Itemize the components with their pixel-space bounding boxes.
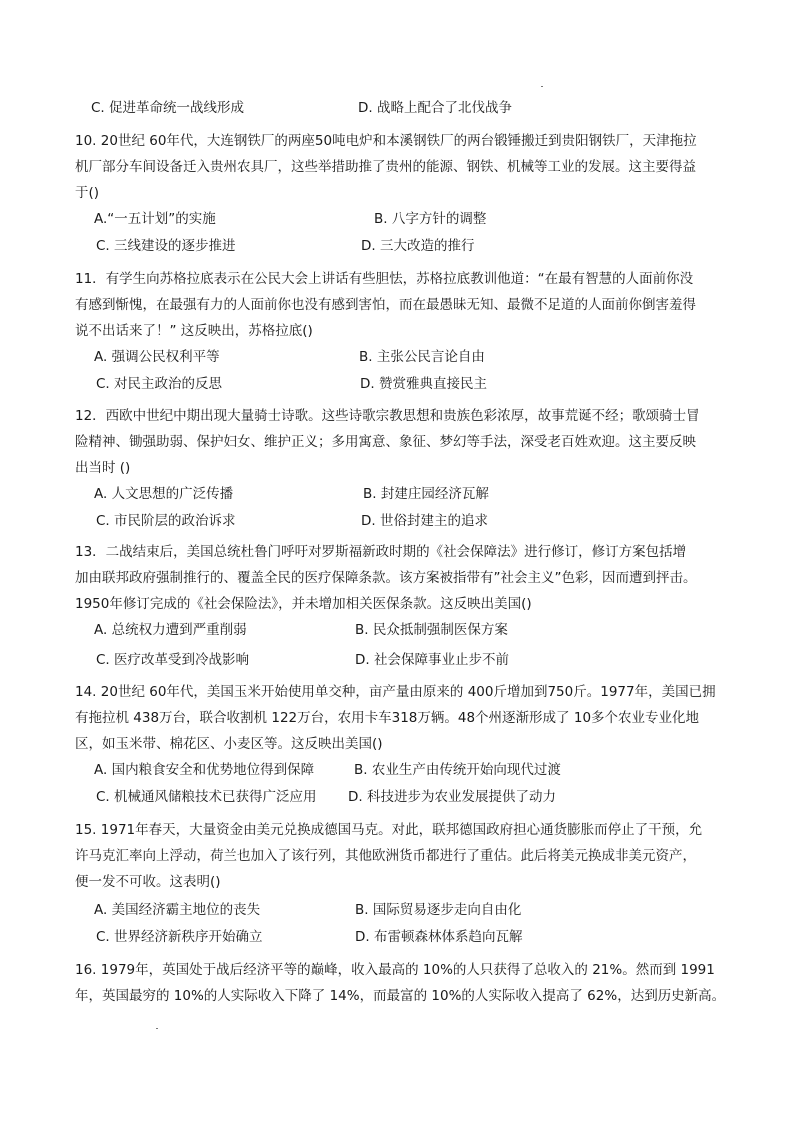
question-11-option-c: C. 对民主政治的反思	[96, 376, 223, 392]
question-13-line-1: 13．二战结束后，美国总统杜鲁门呼吁对罗斯福新政时期的《社会保障法》进行修订，修订方案包括增	[75, 544, 687, 560]
question-14-line-2: 有拖拉机 438万台，联合收割机 122万台，农用卡车318万辆。48个州逐渐形成了 10多个农业专业化地	[75, 710, 700, 726]
question-10-line-1: 10. 20世纪 60年代，大连钢铁厂的两座50吨电炉和本溪钢铁厂的两台锻锤搬迁到贵阳钢铁厂，天津拖拉	[75, 133, 697, 149]
question-12-option-b: B. 封建庄园经济瓦解	[363, 486, 489, 502]
question-12-option-a: A. 人文思想的广泛传播	[94, 486, 234, 502]
question-15-line-3: 便一发不可收。这表明()	[75, 874, 221, 890]
question-14-option-c: C. 机械通风储粮技术已获得广泛应用	[96, 789, 317, 805]
question-15-line-2: 许马克汇率向上浮动，荷兰也加入了该行列，其他欧洲货币都进行了重估。此后将美元换成非美元资产，	[75, 848, 696, 864]
option-c: C. 促进革命统一战线形成	[91, 100, 245, 116]
question-15-option-b: B. 国际贸易逐步走向自由化	[355, 902, 522, 918]
question-12-option-c: C. 市民阶层的政治诉求	[96, 513, 236, 529]
question-11-line-1: 11．有学生向苏格拉底表示在公民大会上讲话有些胆怯，苏格拉底教训他道：“在最有智慧的人面前你没	[75, 271, 694, 287]
question-13-option-d: D. 社会保障事业止步不前	[355, 652, 509, 668]
question-14-line-1: 14. 20世纪 60年代，美国玉米开始使用单交种，亩产量由原来的 400斤增加到750斤。1977年，美国已拥	[75, 684, 716, 700]
question-16-line-2: 年，英国最穷的 10%的人实际收入下降了 14%，而最富的 10%的人实际收入提高了 62%，达到历史新高。	[75, 988, 726, 1004]
question-12-line-1: 12．西欧中世纪中期出现大量骑士诗歌。这些诗歌宗教思想和贵族色彩浓厚，故事荒诞不经；歌颂骑士冒	[75, 408, 700, 424]
question-13-option-c: C. 医疗改革受到冷战影响	[96, 652, 250, 668]
scan-speck	[541, 86, 543, 87]
question-10-option-c: C. 三线建设的逐步推进	[96, 238, 236, 254]
question-10-line-2: 机厂部分车间设备迁入贵州农具厂，这些举措助推了贵州的能源、钢铁、机械等工业的发展。这主要得益	[75, 159, 696, 175]
question-13-option-b: B. 民众抵制强制医保方案	[355, 622, 508, 638]
question-13-line-3: 1950年修订完成的《社会保险法》，并未增加相关医保条款。这反映出美国()	[75, 596, 532, 612]
question-10-option-a: A.“一五计划”的实施	[94, 211, 216, 227]
question-12-line-3: 出当时 ()	[75, 460, 131, 476]
question-11-option-a: A. 强调公民权利平等	[94, 349, 220, 365]
question-11-option-b: B. 主张公民言论自由	[359, 349, 485, 365]
option-d: D. 战略上配合了北伐战争	[358, 100, 512, 116]
question-15-line-1: 15. 1971年春天，大量资金由美元兑换成德国马克。对此，联邦德国政府担心通货膨胀而停止了干预，允	[75, 822, 703, 838]
question-15-option-c: C. 世界经济新秩序开始确立	[96, 929, 263, 945]
question-16-line-1: 16. 1979年，英国处于战后经济平等的巅峰，收入最高的 10%的人只获得了总收入的 21%。然而到 1991	[75, 962, 715, 978]
scan-speck	[156, 1028, 158, 1029]
question-10-option-b: B. 八字方针的调整	[374, 211, 487, 227]
question-14-line-3: 区，如玉米带、棉花区、小麦区等。这反映出美国()	[75, 736, 383, 752]
question-12-option-d: D. 世俗封建主的追求	[361, 513, 488, 529]
question-14-option-d: D. 科技进步为农业发展提供了动力	[348, 789, 556, 805]
question-11-line-3: 说不出话来了！” 这反映出，苏格拉底()	[75, 323, 313, 339]
question-11-line-2: 有感到惭愧，在最强有力的人面前你也没有感到害怕，而在最愚昧无知、最微不足道的人面前你倒害羞得	[75, 297, 696, 313]
question-10-line-3: 于()	[75, 185, 100, 201]
question-14-option-b: B. 农业生产由传统开始向现代过渡	[354, 762, 561, 778]
question-15-option-a: A. 美国经济霸主地位的丧失	[94, 902, 261, 918]
question-13-option-a: A. 总统权力遭到严重削弱	[94, 622, 247, 638]
question-10-option-d: D. 三大改造的推行	[361, 238, 475, 254]
question-14-option-a: A. 国内粮食安全和优势地位得到保障	[94, 762, 315, 778]
question-12-line-2: 险精神、锄强助弱、保护妇女、维护正义；多用寓意、象征、梦幻等手法，深受老百姓欢迎。这主要反映	[75, 434, 696, 450]
question-13-line-2: 加由联邦政府强制推行的、覆盖全民的医疗保障条款。该方案被指带有”社会主义”色彩，因而遭到抨击。	[75, 570, 697, 586]
question-11-option-d: D. 赞赏雅典直接民主	[360, 376, 487, 392]
question-15-option-d: D. 布雷顿森林体系趋向瓦解	[355, 929, 523, 945]
